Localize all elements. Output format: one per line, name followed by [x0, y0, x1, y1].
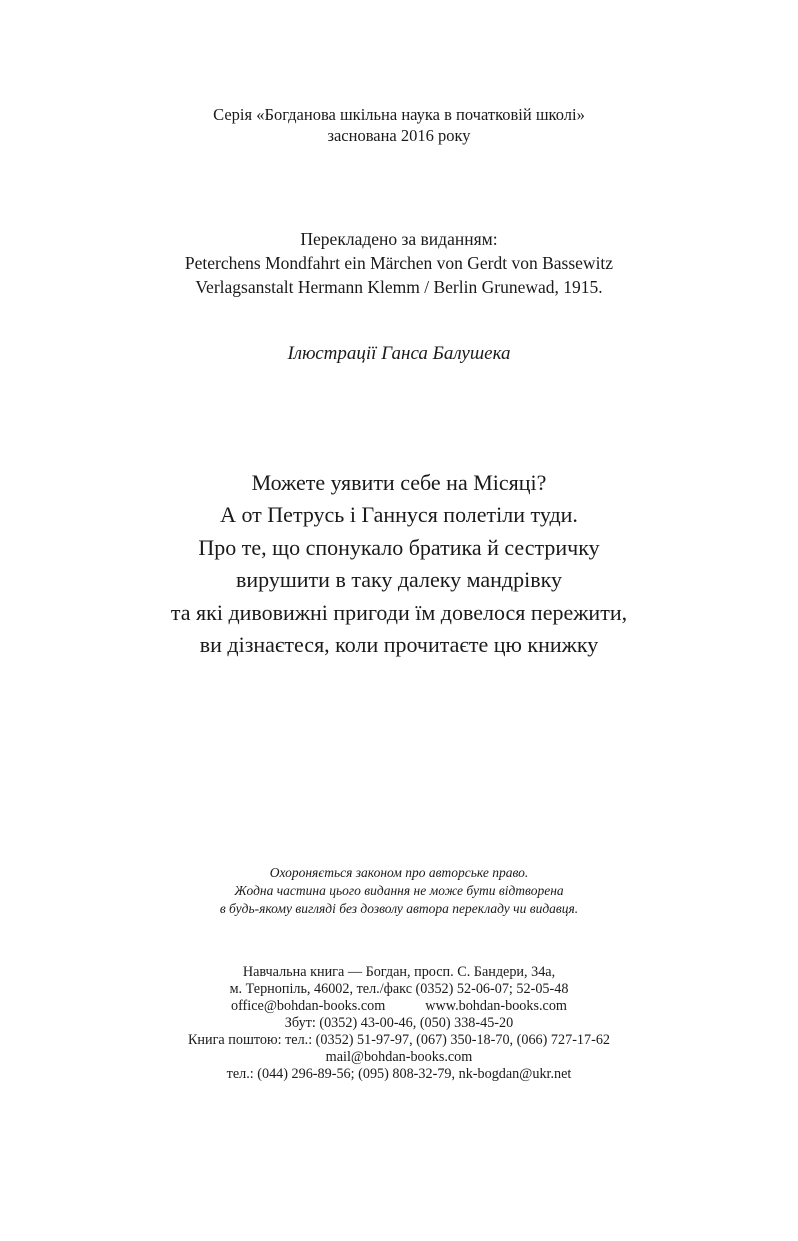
copyright-line: в будь-якому вигляді без дозволу автора перекладу чи видавця. — [219, 901, 579, 916]
original-publisher: Verlagsanstalt Hermann Klemm / Berlin Grunewad, 1915. — [195, 277, 603, 297]
publisher-email: office@bohdan-books.com — [231, 998, 386, 1014]
publisher-city-phone: м. Тернопіль, 46002, тел./факс (0352) 52-06-07; 52-05-48 — [229, 981, 569, 997]
sales-phones: Збут: (0352) 43-00-46, (050) 338-45-20 — [284, 1015, 514, 1031]
mail-order-phones: Книга поштою: тел.: (0352) 51-97-97, (067) 350-18-70, (066) 727-17-62 — [187, 1032, 611, 1048]
publisher-info — [0, 964, 798, 1083]
series-info — [0, 104, 798, 146]
blurb-line: А от Петрусь і Ганнуся полетіли туди. — [220, 502, 578, 528]
book-blurb — [0, 467, 798, 661]
original-title: Peterchens Mondfahrt ein Märchen von Gerdt von Bassewitz — [184, 253, 614, 273]
series-title: Серія «Богданова шкільна наука в початковій школі» — [213, 105, 585, 124]
blurb-line: вирушити в таку далеку мандрівку — [235, 567, 563, 593]
series-founded: заснована 2016 року — [327, 126, 471, 145]
mail-order-email: mail@bohdan-books.com — [325, 1049, 473, 1065]
illustrator: Ілюстрації Ганса Балушека — [287, 343, 511, 364]
publisher-website: www.bohdan-books.com — [425, 998, 567, 1014]
copyright-notice — [0, 864, 798, 918]
blurb-line: ви дізнаєтеся, коли прочитаєте цю книжку — [199, 632, 599, 658]
publisher-contacts — [0, 998, 798, 1015]
blurb-line: Про те, що спонукало братика й сестричку — [198, 534, 600, 560]
blurb-line: Можете уявити себе на Місяці? — [251, 470, 547, 495]
kyiv-contacts: тел.: (044) 296-89-56; (095) 808-32-79, nk-bogdan@ukr.net — [226, 1066, 572, 1082]
translation-source — [0, 227, 798, 299]
blurb-line: та які дивовижні пригоди їм довелося пережити, — [170, 599, 628, 625]
publisher-address: Навчальна книга — Богдан, просп. С. Бандери, 34а, — [242, 964, 556, 980]
illustrations-credit — [0, 341, 798, 367]
translation-heading: Перекладено за виданням: — [300, 229, 498, 249]
copyright-line: Охороняється законом про авторське право. — [269, 865, 529, 880]
copyright-line: Жодна частина цього видання не може бути відтворена — [234, 883, 564, 898]
